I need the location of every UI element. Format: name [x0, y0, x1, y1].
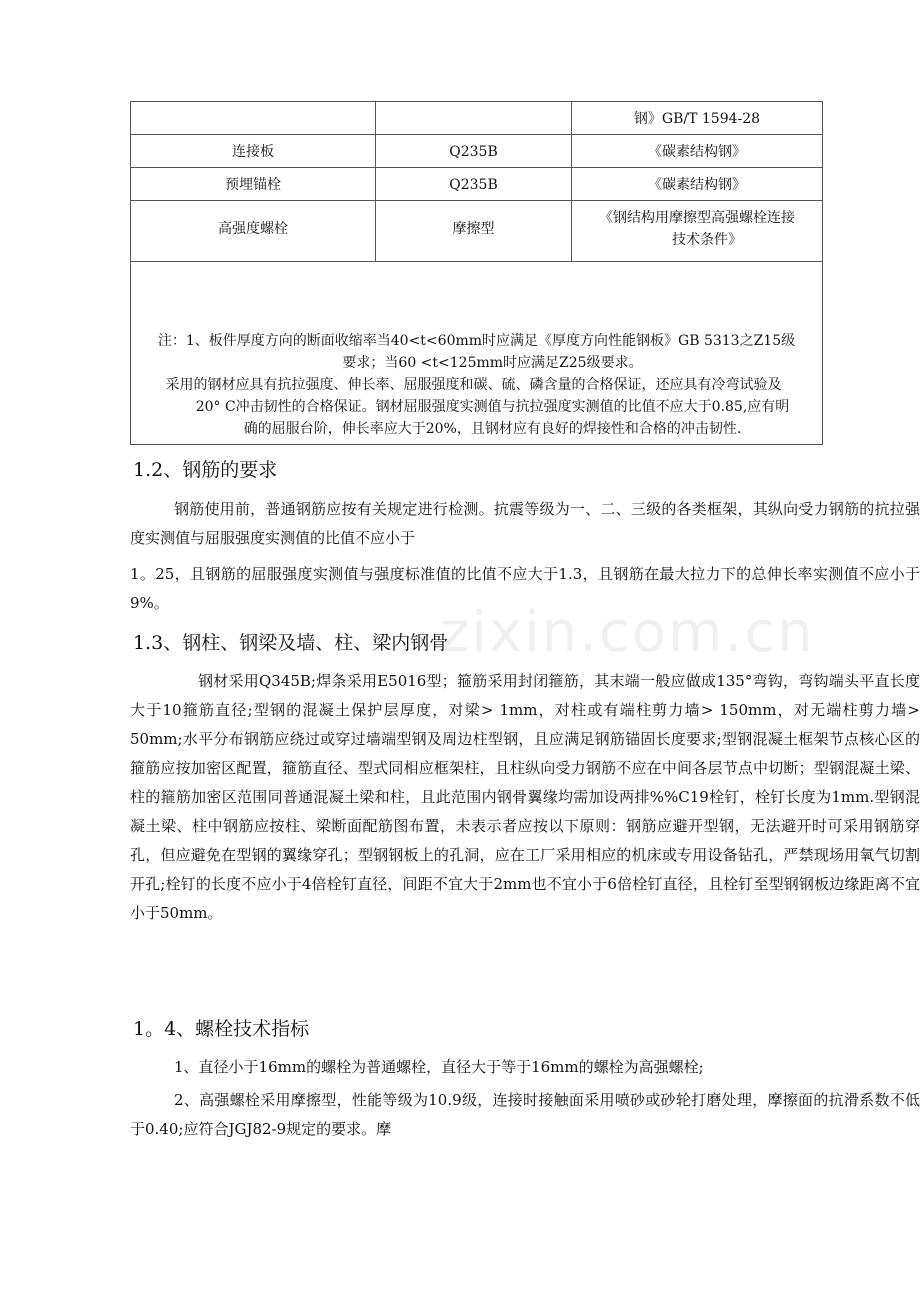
- section-heading-1-3: 1.3、钢柱、钢梁及墙、柱、梁内钢骨: [133, 632, 449, 654]
- standard-line: 技术条件》: [672, 232, 742, 248]
- material-cell: [131, 102, 376, 135]
- material-cell: 预埋锚栓: [131, 168, 376, 201]
- watermark: zixin.com.cn: [440, 600, 815, 665]
- paragraph: [130, 1053, 920, 1082]
- grade-cell: [376, 102, 572, 135]
- note-line: 注：1、板件厚度方向的断面收缩率当40<t<60mm时应满足《厚度方向性能钢板》GB 5313之Z15级: [157, 333, 796, 349]
- grade-cell: 摩擦型: [376, 201, 572, 262]
- paragraph-text: 钢材采用Q345B;焊条采用E5016型；箍筋采用封闭箍筋，其末端一般应做成135°弯钩，弯钩端头平直长度大于10箍筋直径;型钢的混凝土保护层厚度，对梁> 1mm，对柱或有端柱剪力墙> 150mm，对无端柱剪力墙> 50mm;水平分布钢筋应绕过或穿过墙端型钢及周边柱型钢，且应满足钢筋锚固长度要求;型钢混凝土框架节点核心区的箍筋应按加密区配置，箍筋直径、型式同相应框架柱，且柱纵向受力钢筋不应在中间各层节点中切断；型钢混凝土梁、柱的箍筋加密区范围同普通混凝土梁和柱，且此范围内钢骨翼缘均需加设两排%%C19栓钉，栓钉长度为1mm.型钢混凝土梁、柱中钢筋应按柱、梁断面配筋图布置，未表示者应按以下原则：钢筋应避开型钢，无法避开时可采用钢筋穿孔，但应避免在型钢的翼缘穿孔；型钢钢板上的孔洞，应在工厂采用相应的机床或专用设备钻孔，严禁现场用氧气切割开孔;栓钉的长度不应小于4倍栓钉直径，间距不宜大于2mm也不宜小于6倍栓钉直径，且栓钉至型钢钢板边缘距离不宜小于50mm。: [130, 672, 920, 922]
- paragraph-text: 1、直径小于16mm的螺栓为普通螺栓，直径大于等于16mm的螺栓为高强螺栓;: [174, 1058, 704, 1076]
- section-heading-1-4: 1。4、螺栓技术指标: [133, 1018, 310, 1040]
- table-row: [131, 102, 823, 135]
- standard-cell: [572, 201, 823, 262]
- note-line: 20° C冲击韧性的合格保证。钢材屈服强度实测值与抗拉强度实测值的比值不应大于0.85,应有明: [195, 399, 790, 415]
- notes-cell: [131, 262, 823, 445]
- standard-line: 《钢结构用摩擦型高强螺栓连接: [599, 210, 795, 226]
- standard-cell: 《碳素结构钢》: [572, 168, 823, 201]
- material-cell: 连接板: [131, 135, 376, 168]
- section-heading-1-2: 1.2、钢筋的要求: [133, 459, 278, 481]
- table-notes-row: [131, 262, 823, 445]
- table-row: [131, 135, 823, 168]
- paragraph-text: 钢筋使用前，普通钢筋应按有关规定进行检测。抗震等级为一、二、三级的各类框架，其纵向受力钢筋的抗拉强度实测值与屈服强度实测值的比值不应小于: [130, 500, 920, 547]
- paragraph: [130, 1086, 920, 1144]
- grade-cell: Q235B: [376, 135, 572, 168]
- note-2: [135, 374, 818, 440]
- paragraph: 1。25，且钢筋的屈服强度实测值与强度标准值的比值不应大于1.3，且钢筋在最大拉力下的总伸长率实测值不应小于9%。: [130, 565, 920, 612]
- note-line: 采用的钢材应具有抗拉强度、伸长率、屈服强度和碳、硫、磷含量的合格保证，还应具有冷弯试验及: [165, 377, 782, 393]
- note-1: [135, 330, 818, 374]
- material-spec-table: [130, 101, 823, 445]
- paragraph: [130, 495, 920, 553]
- table-row: [131, 201, 823, 262]
- grade-cell: Q235B: [376, 168, 572, 201]
- table-row: [131, 168, 823, 201]
- note-line: 要求；当60 <t<125mm时应满足Z25级要求。: [342, 355, 643, 371]
- paragraph: [130, 667, 920, 928]
- paragraph-text: 2、高强螺栓采用摩擦型，性能等级为10.9级，连接时接触面采用喷砂或砂轮打磨处理，摩擦面的抗滑系数不低于0.40;应符合JGJ82-9规定的要求。摩: [130, 1091, 920, 1138]
- standard-cell: 《碳素结构钢》: [572, 135, 823, 168]
- material-cell: 高强度螺栓: [131, 201, 376, 262]
- standard-cell: 钢》GB/T 1594-28: [572, 102, 823, 135]
- note-line: 确的屈服台阶，伸长率应大于20%，且钢材应有良好的焊接性和合格的冲击韧性.: [243, 421, 742, 437]
